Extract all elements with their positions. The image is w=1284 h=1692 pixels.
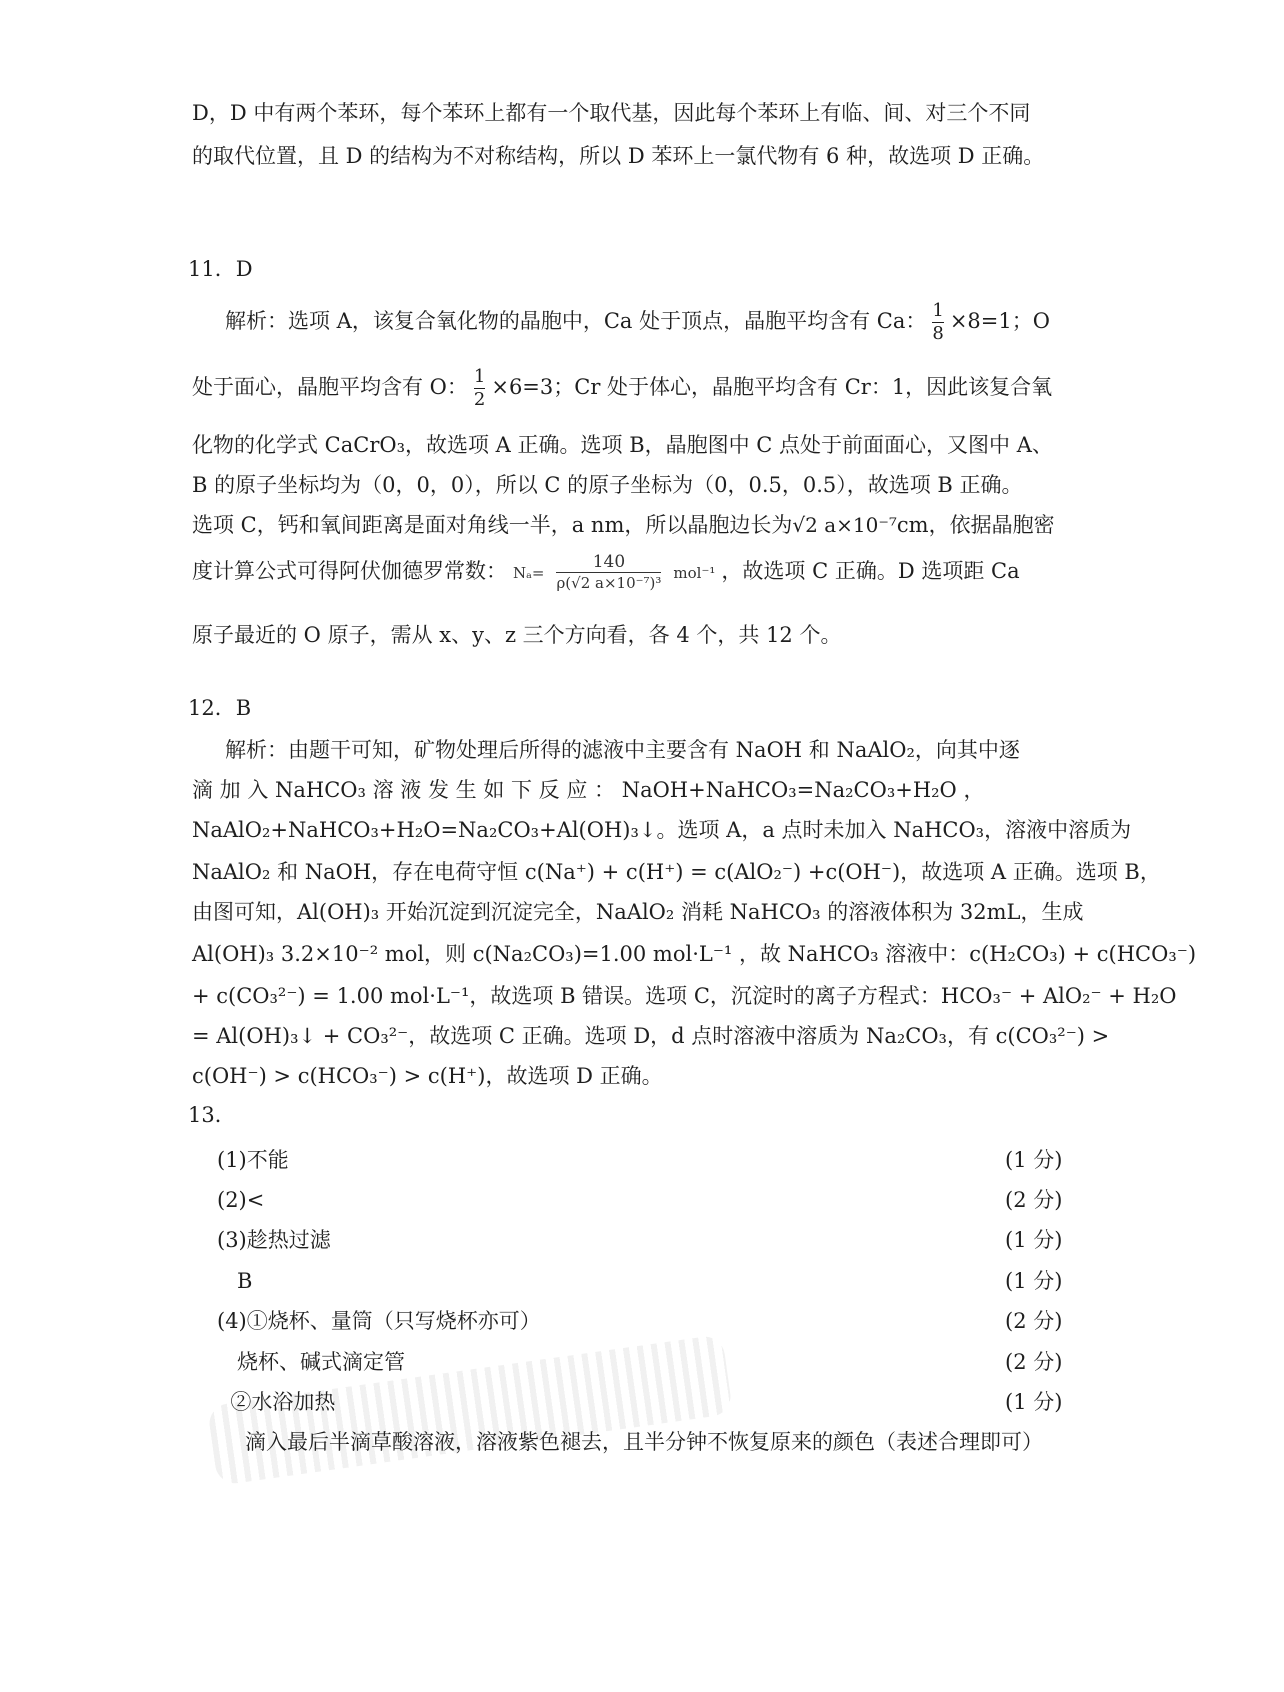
q11-line-2-b: ×6=3；Cr 处于体心，晶胞平均含有 Cr：1，因此该复合氧	[491, 375, 1053, 399]
q12-line-6: Al(OH)₃ 3.2×10⁻² mol，则 c(Na₂CO₃)=1.00 mol·L⁻¹ ，故 NaHCO₃ 溶液中：c(H₂CO₃) + c(HCO₃⁻)	[192, 942, 1197, 966]
q13-score-7: (1 分)	[1005, 1390, 1063, 1414]
q13-score-3: (1 分)	[1005, 1228, 1063, 1252]
q13-answer-5: (4)①烧杯、量筒（只写烧杯亦可）	[217, 1309, 541, 1333]
intro-line-1: D，D 中有两个苯环，每个苯环上都有一个取代基，因此每个苯环上有临、间、对三个不同	[192, 101, 1031, 125]
q11-line-1	[225, 300, 1125, 345]
q13-score-4: (1 分)	[1005, 1269, 1063, 1293]
frac-numerator: 1	[473, 366, 486, 387]
avogadro-fraction	[556, 552, 661, 593]
q13-number: 13．	[188, 1103, 236, 1127]
q13-score-6: (2 分)	[1005, 1350, 1063, 1374]
q11-line-7: 原子最近的 O 原子，需从 x、y、z 三个方向看，各 4 个，共 12 个。	[192, 623, 842, 647]
q11-line-5-a: 选项 C，钙和氧间距离是面对角线一半，a nm，所以晶胞边长为	[192, 513, 793, 537]
frac-numerator: 1	[932, 300, 944, 321]
q13-answer-4: B	[217, 1269, 253, 1293]
fraction-one-eighth	[932, 300, 943, 345]
q13-answer-1: (1)不能	[217, 1148, 289, 1172]
q12-line-3: NaAlO₂+NaHCO₃+H₂O=Na₂CO₃+Al(OH)₃↓。选项 A，a 点时未加入 NaHCO₃，溶液中溶质为	[192, 818, 1132, 842]
q12-line-1: 解析：由题干可知，矿物处理后所得的滤液中主要含有 NaOH 和 NaAlO₂，向其中逐	[225, 738, 1020, 762]
q12-line-7: + c(CO₃²⁻) = 1.00 mol·L⁻¹，故选项 B 错误。选项 C，沉淀时的离子方程式：HCO₃⁻ + AlO₂⁻ + H₂O	[192, 984, 1177, 1008]
avogadro-unit: mol⁻¹	[673, 563, 716, 582]
q11-number: 11．D	[188, 257, 253, 281]
q11-line-3: 化物的化学式 CaCrO₃，故选项 A 正确。选项 B，晶胞图中 C 点处于前面面心，又图中 A、	[192, 433, 1053, 457]
q12-line-5: 由图可知，Al(OH)₃ 开始沉淀到沉淀完全，NaAlO₂ 消耗 NaHCO₃ 的溶液体积为 32mL，生成	[192, 900, 1084, 924]
q11-line-1-a: 解析：选项 A，该复合氧化物的晶胞中，Ca 处于顶点，晶胞平均含有 Ca：	[225, 309, 927, 333]
q13-answer-2: (2)<	[217, 1188, 265, 1212]
intro-line-2: 的取代位置，且 D 的结构为不对称结构，所以 D 苯环上一氯代物有 6 种，故选项 D 正确。	[192, 144, 1045, 168]
q11-line-4: B 的原子坐标均为（0，0，0），所以 C 的原子坐标为（0，0.5，0.5），故选项 B 正确。	[192, 473, 1023, 497]
q13-answer-7: ②水浴加热	[217, 1390, 336, 1414]
q12-line-2: 滴 加 入 NaHCO₃ 溶 液 发 生 如 下 反 应 ： NaOH+NaHCO₃=Na₂CO₃+H₂O ，	[192, 778, 985, 802]
q11-line-6-a: 度计算公式可得阿伏伽德罗常数：	[192, 559, 507, 583]
formula-denominator: ρ(√2 a×10⁻⁷)³	[556, 574, 662, 592]
q13-last-line: 滴入最后半滴草酸溶液，溶液紫色褪去，且半分钟不恢复原来的颜色（表述合理即可）	[245, 1430, 1043, 1454]
frac-denominator: 8	[932, 323, 944, 344]
frac-denominator: 2	[473, 389, 486, 410]
q13-answer-6: 烧杯、碱式滴定管	[217, 1350, 406, 1374]
formula-numerator: 140	[592, 552, 626, 572]
avogadro-formula	[513, 563, 544, 583]
q13-answer-3: (3)趁热过滤	[217, 1228, 331, 1252]
avogadro-symbol: Nₐ=	[513, 563, 545, 582]
q11-line-5	[192, 510, 1092, 540]
q12-number: 12．B	[188, 696, 252, 720]
q12-line-9: c(OH⁻) > c(HCO₃⁻) > c(H⁺)，故选项 D 正确。	[192, 1064, 663, 1088]
q11-line-5-c: cm，依据晶胞密	[896, 513, 1055, 537]
q11-line-2-a: 处于面心，晶胞平均含有 O：	[192, 375, 468, 399]
q11-line-1-b: ×8=1；O	[949, 309, 1050, 333]
q12-line-4: NaAlO₂ 和 NaOH，存在电荷守恒 c(Na⁺) + c(H⁺) = c(AlO₂⁻) +c(OH⁻)，故选项 A 正确。选项 B，	[192, 860, 1161, 884]
q13-score-1: (1 分)	[1005, 1148, 1063, 1172]
edge-length-expression: √2 a×10⁻⁷	[792, 513, 897, 537]
q11-line-6-b: ，故选项 C 正确。D 选项距 Ca	[721, 559, 1020, 583]
q13-score-5: (2 分)	[1005, 1309, 1063, 1333]
fraction-one-half	[474, 366, 485, 411]
q11-line-2	[192, 366, 1092, 411]
q11-line-6	[192, 552, 1092, 593]
q13-score-2: (2 分)	[1005, 1188, 1063, 1212]
q12-line-8: = Al(OH)₃↓ + CO₃²⁻，故选项 C 正确。选项 D，d 点时溶液中溶质为 Na₂CO₃，有 c(CO₃²⁻) >	[192, 1024, 1110, 1048]
